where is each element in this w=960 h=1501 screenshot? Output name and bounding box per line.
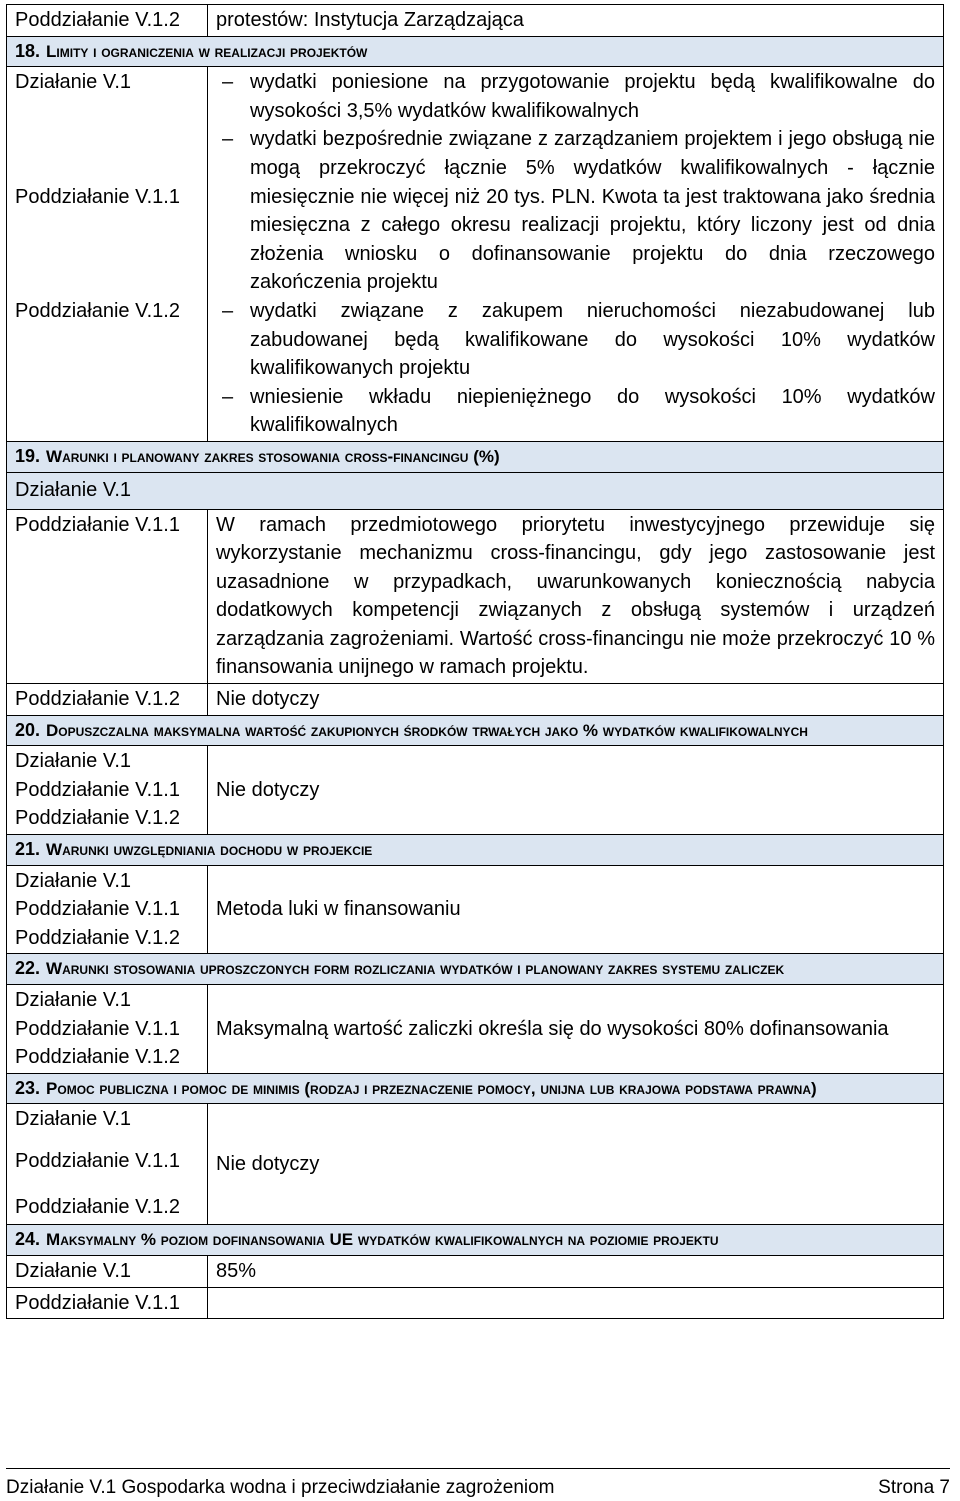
table-row: [7, 684, 944, 716]
row-label: Poddziałanie V.1.2: [7, 5, 208, 37]
row-value: Maksymalną wartość zaliczki określa się do wysokości 80% dofinansowania: [208, 985, 944, 1074]
table-row: [7, 472, 944, 509]
section-title: Maksymalny % poziom dofinansowania UE wydatków kwalifikowalnych na poziomie projektu: [46, 1230, 719, 1250]
section-title: Limity i ograniczenia w realizacji projektów: [46, 41, 368, 61]
section-header-24: 24. Maksymalny % poziom dofinansowania UE wydatków kwalifikowalnych na poziomie projektu: [7, 1225, 944, 1256]
dash-bullet-icon: –: [222, 71, 234, 94]
section-header-20: 20. Dopuszczalna maksymalna wartość zakupionych środków trwałych jako % wydatków kwalifikowalnych: [7, 715, 944, 746]
page-footer: [6, 1468, 950, 1499]
table-row: [7, 1255, 944, 1287]
limits-list: [216, 68, 935, 440]
row-label: Działanie V.1: [15, 989, 132, 1011]
row-label: Działanie V.1: [7, 1255, 208, 1287]
row-value: Nie dotyczy: [208, 684, 944, 716]
row-label: Poddziałanie V.1.1: [15, 898, 180, 921]
table-row: [7, 509, 944, 684]
row-label: Działanie V.1: [15, 71, 132, 94]
row-label: Działanie V.1: [15, 869, 132, 892]
row-value: Nie dotyczy: [208, 1104, 944, 1225]
row-label: Poddziałanie V.1.2: [15, 1046, 180, 1069]
row-label: Działanie V.1: [15, 1108, 132, 1131]
row-value: protestów: Instytucja Zarządzająca: [208, 5, 944, 37]
row-label: Poddziałanie V.1.1: [7, 509, 208, 684]
row-label: Poddziałanie V.1.2: [15, 1196, 180, 1219]
document-table: [6, 4, 944, 1319]
row-label: Poddziałanie V.1.2: [15, 926, 180, 949]
section-title: Dopuszczalna maksymalna wartość zakupionych środków trwałych jako % wydatków kwalifikowalnych: [46, 720, 808, 740]
row-label: Poddziałanie V.1.2: [15, 300, 180, 323]
row-label: Poddziałanie V.1.1: [7, 1287, 208, 1319]
dash-bullet-icon: –: [222, 299, 234, 322]
dash-bullet-icon: –: [222, 128, 234, 151]
section-header-18: [7, 36, 944, 67]
table-row: [7, 1104, 944, 1225]
page-number: Strona 7: [878, 1477, 950, 1498]
row-label: Poddziałanie V.1.1: [15, 1017, 180, 1040]
list-item: – wydatki poniesione na przygotowanie projektu będą kwalifikowalne do wysokości 3,5% wydatków kwalifikowalnych: [250, 68, 935, 125]
row-label: Poddziałanie V.1.1: [15, 185, 180, 208]
section-header-21: 21. Warunki uwzględniania dochodu w projekcie: [7, 835, 944, 866]
table-row: [7, 865, 944, 954]
dash-bullet-icon: –: [222, 385, 234, 408]
row-value: 85%: [208, 1255, 944, 1287]
row-value: Nie dotyczy: [208, 746, 944, 835]
section-title: Pomoc publiczna i pomoc de minimis (rodzaj i przeznaczenie pomocy, unijna lub krajowa podstawa prawna): [46, 1078, 817, 1098]
section-title: Warunki i planowany zakres stosowania cross-financingu (%): [46, 446, 500, 466]
row-label: Poddziałanie V.1.2: [15, 807, 180, 830]
table-row: [7, 5, 944, 37]
row-label: Poddziałanie V.1.1: [15, 1150, 180, 1173]
table-row: [7, 985, 944, 1074]
table-row: [7, 1287, 944, 1319]
row-value: Metoda luki w finansowaniu: [208, 865, 944, 954]
section-header-19: 19. Warunki i planowany zakres stosowania cross-financingu (%): [7, 441, 944, 472]
list-item: – wydatki związane z zakupem nieruchomości niezabudowanej lub zabudowanej będą kwalifikowane do wysokości 10% wydatków kwalifikowanych projektu: [250, 297, 935, 383]
section-header-22: 22. Warunki stosowania uproszczonych form rozliczania wydatków i planowany zakres systemu zaliczek: [7, 954, 944, 985]
section-number: 18.: [15, 40, 41, 61]
section-title: Warunki uwzględniania dochodu w projekcie: [46, 840, 373, 860]
row-label: Poddziałanie V.1.1: [15, 778, 180, 801]
footer-title: Działanie V.1 Gospodarka wodna i przeciwdziałanie zagrożeniom: [6, 1477, 555, 1498]
row-label: Działanie V.1: [15, 750, 132, 773]
row-label: Działanie V.1: [7, 472, 944, 509]
list-item: – wniesienie wkładu niepieniężnego do wysokości 10% wydatków kwalifikowalnych: [250, 383, 935, 440]
section-header-23: 23. Pomoc publiczna i pomoc de minimis (rodzaj i przeznaczenie pomocy, unijna lub krajowa podstawa prawna): [7, 1073, 944, 1104]
table-row: [7, 746, 944, 835]
row-value: W ramach przedmiotowego priorytetu inwestycyjnego przewiduje się wykorzystanie mechanizmu cross-financingu, gdy jego zastosowanie jest uzasadnione w przypadkach, uwarunkowanych koniecznością nabycia dodatkowych kompetencji związanych z obsługą systemów i urządzeń zarządzania zagrożeniami. Wartość cross-financingu nie może przekroczyć 10 % finansowania unijnego w ramach projektu.: [208, 509, 944, 684]
list-item: – wydatki bezpośrednie związane z zarządzaniem projektem i jego obsługą nie mogą przekroczyć łącznie 5% wydatków kwalifikowalnych - łącznie miesięcznie nie więcej niż 20 tys. PLN. Kwota ta jest traktowana jako średnia miesięczna z całego okresu realizacji projektu, który liczony jest od dnia złożenia wniosku o dofinansowanie projektu do dnia rzeczowego zakończenia projektu: [250, 125, 935, 297]
row-label: Poddziałanie V.1.2: [7, 684, 208, 716]
table-row: [7, 67, 944, 442]
section-title: Warunki stosowania uproszczonych form rozliczania wydatków i planowany zakres systemu zaliczek: [46, 959, 785, 979]
